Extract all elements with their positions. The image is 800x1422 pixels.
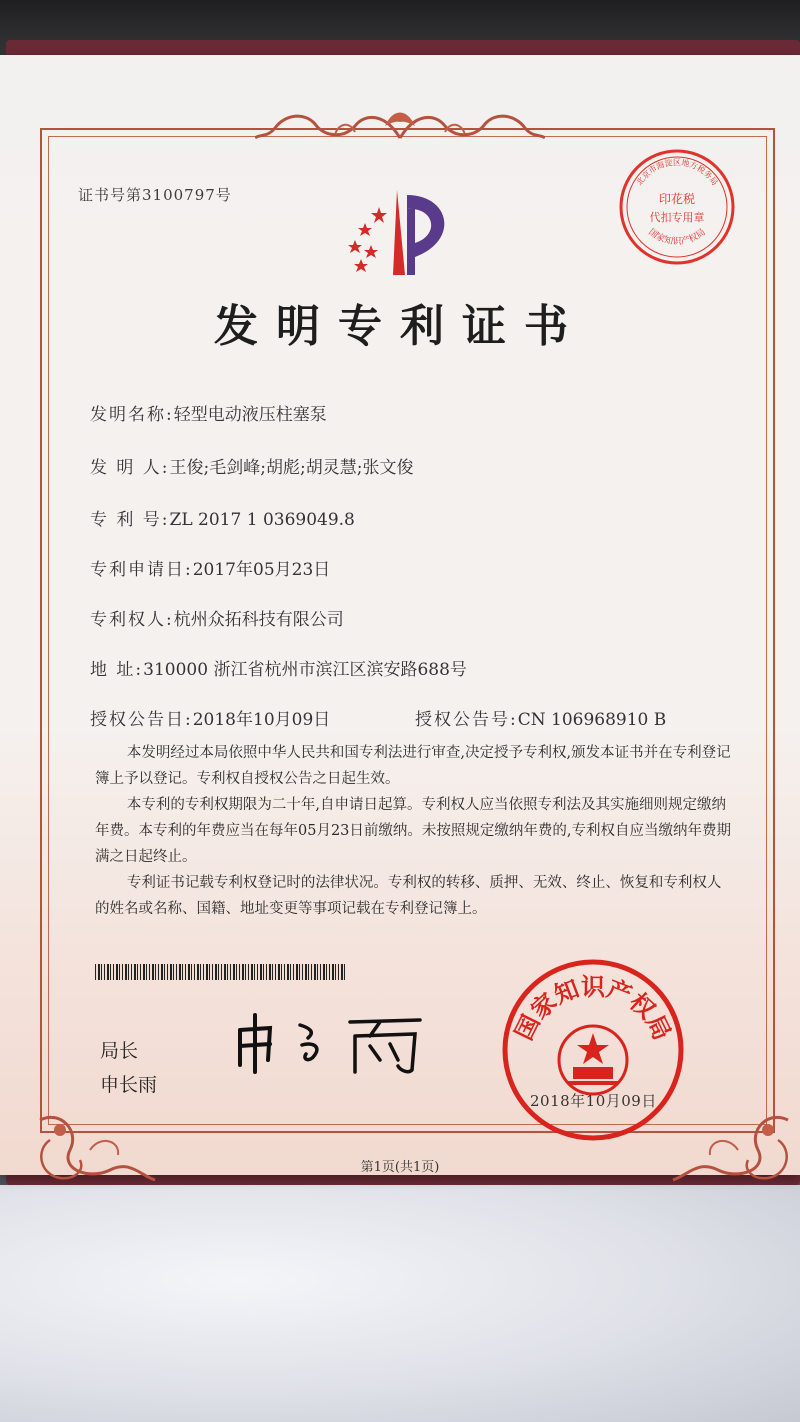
tax-stamp-icon (615, 145, 740, 270)
field-label: 专利申请日: (90, 560, 193, 580)
director-title: 局长 (100, 1040, 139, 1062)
field-inventors (90, 453, 413, 478)
grant-date-label: 授权公告日: (90, 710, 193, 730)
svg-text:国家知识产权局: 国家知识产权局 (646, 227, 708, 248)
field-address (90, 655, 467, 680)
certificate-number: 证书号第3100797号 (78, 186, 232, 204)
field-label: 专 利 号: (90, 510, 170, 530)
certificate-body (95, 740, 735, 922)
page-number: 第1页(共1页) (360, 1160, 440, 1175)
field-patentee (90, 605, 344, 630)
handwritten-signature (230, 1010, 430, 1080)
field-value: 轻型电动液压柱塞泵 (173, 405, 327, 425)
body-paragraph: 专利证书记载专利权登记时的法律状况。专利权的转移、质押、无效、终止、恢复和专利权人的姓名或名称、国籍、地址变更等事项记载在专利登记簿上。 (95, 875, 722, 917)
grant-number (415, 705, 666, 730)
field-value: ZL 2017 1 0369049.8 (169, 510, 355, 530)
field-patent-number (90, 505, 355, 530)
field-label: 地 址: (90, 660, 144, 680)
certificate-title: 发明专利证书 (214, 301, 586, 352)
cnipa-seal-icon (498, 955, 688, 1145)
field-label: 发明名称: (90, 405, 174, 425)
field-filing-date (90, 555, 330, 580)
seal-date: 2018年10月09日 (530, 1092, 657, 1110)
field-value: 王俊;毛剑峰;胡彪;胡灵慧;张文俊 (169, 458, 414, 478)
director-name: 申长雨 (100, 1074, 158, 1096)
grant-date (90, 705, 330, 730)
svg-text:北京市海淀区地方税务局: 北京市海淀区地方税务局 (634, 158, 720, 188)
field-label: 专利权人: (90, 610, 174, 630)
field-value: 310000 浙江省杭州市滨江区滨安路688号 (143, 660, 467, 680)
body-paragraph: 本专利的专利权期限为二十年,自申请日起算。专利权人应当依照专利法及其实施细则规定缴纳年费。本专利的年费应当在每年05月23日前缴纳。未按照规定缴纳年费的,专利权自应当缴纳年费期满之日起终止。 (95, 797, 732, 865)
seal-text: 国家知识产权局 (509, 973, 677, 1045)
bottom-left-ornament-icon (30, 1100, 160, 1190)
svg-text:印花税: 印花税 (658, 192, 696, 206)
background-cloth (0, 1185, 800, 1422)
barcode (95, 964, 345, 980)
cnipa-logo-icon (335, 185, 465, 280)
field-label: 发 明 人: (90, 458, 170, 478)
grant-number-label: 授权公告号: (415, 710, 518, 730)
grant-number-value: CN 106968910 B (517, 710, 667, 730)
field-invention-name (90, 400, 327, 425)
top-ornament-icon (255, 108, 545, 148)
grant-date-value: 2018年10月09日 (192, 710, 331, 730)
body-paragraph: 本发明经过本局依照中华人民共和国专利法进行审查,决定授予专利权,颁发本证书并在专利登记簿上予以登记。专利权自授权公告之日起生效。 (95, 745, 731, 787)
field-value: 杭州众拓科技有限公司 (173, 610, 344, 630)
field-value: 2017年05月23日 (192, 560, 331, 580)
svg-text:代扣专用章: 代扣专用章 (649, 211, 705, 224)
